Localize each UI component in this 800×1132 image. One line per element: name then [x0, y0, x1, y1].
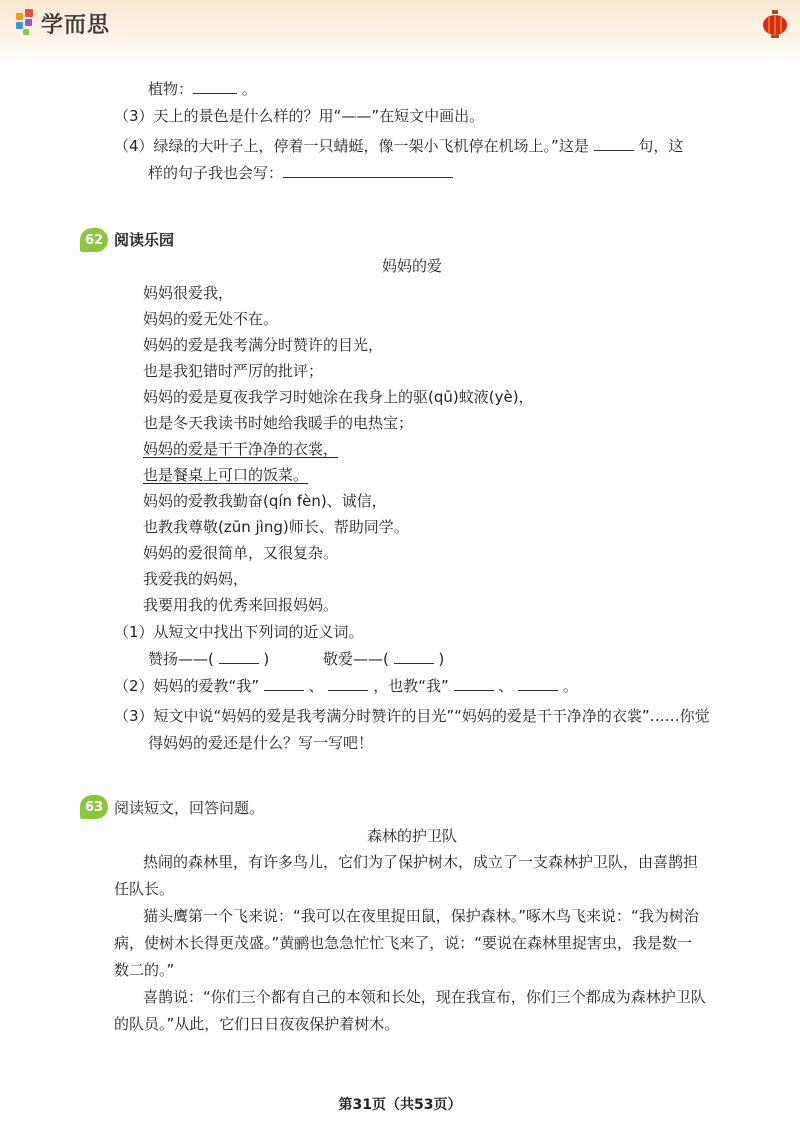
story-text-line: 病，使树木长得更茂盛。”黄鹂也急急忙忙飞来了，说：“要说在森林里捉害虫，我是数一	[114, 934, 693, 952]
logo-text: 学而思	[41, 12, 111, 38]
story-title: 森林的护卫队	[366, 827, 457, 845]
poem-line: 妈妈很爱我，	[143, 284, 234, 302]
question-1: （1）从短文中找出下列词的近义词。	[114, 623, 364, 641]
poem-line-underlined: 妈妈的爱是干干净净的衣裳，	[143, 440, 339, 458]
question-3: （3）天上的景色是什么样的？用“——”在短文中画出。	[114, 107, 485, 125]
poem-line: 也是我犯错时严厉的批评；	[143, 362, 324, 380]
story-text-line: 猫头鹰第一个飞来说：“我可以在夜里捉田鼠，保护森林。”啄木鸟飞来说：“我为树治	[143, 907, 699, 925]
section-62-badge: 62	[80, 228, 108, 252]
poem-line: 妈妈的爱是我考满分时赞许的目光，	[143, 336, 384, 354]
poem-line: 妈妈的爱是夏夜我学习时她涂在我身上的驱(qū)蚊液(yè)，	[143, 388, 534, 406]
page-header	[0, 0, 800, 62]
poem-line: 妈妈的爱无处不在。	[143, 310, 279, 328]
question-4-continued: 样的句子我也会写：	[148, 163, 453, 183]
answer-blank[interactable]	[283, 163, 453, 178]
lantern-icon	[762, 10, 788, 40]
poem-line: 也是冬天我读书时她给我暖手的电热宝；	[143, 414, 414, 432]
poem-line-underlined: 也是餐桌上可口的饭菜。	[143, 466, 309, 484]
plant-blank-line: 植物： 。	[148, 80, 257, 98]
story-text-line: 任队长。	[114, 880, 175, 898]
answer-blank[interactable]	[219, 649, 259, 664]
poem-line: 也教我尊敬(zūn jìng)师长、帮助同学。	[143, 518, 409, 536]
answer-blank[interactable]	[594, 136, 634, 151]
poem-line: 我要用我的优秀来回报妈妈。	[143, 596, 339, 614]
story-text-line: 热闹的森林里，有许多鸟儿，它们为了保护树木，成立了一支森林护卫队，由喜鹊担	[143, 853, 699, 871]
story-text-line: 的队员。”从此，它们日日夜夜保护着树木。	[114, 1015, 400, 1033]
answer-blank[interactable]	[193, 79, 237, 94]
question-3-line1: （3）短文中说“妈妈的爱是我考满分时赞许的目光”“妈妈的爱是干干净净的衣裳”……你觉	[114, 707, 710, 725]
answer-blank[interactable]	[454, 676, 494, 691]
poem-title: 妈妈的爱	[381, 257, 442, 275]
page-footer: 第31页（共53页）	[338, 1097, 462, 1113]
answer-blank[interactable]	[394, 649, 434, 664]
question-2: （2）妈妈的爱教“我” 、 ，也教“我” 、 。	[114, 677, 578, 695]
question-3-line2: 得妈妈的爱还是什么？写一写吧！	[148, 734, 374, 752]
story-text-line: 数二的。”	[114, 961, 175, 979]
answer-blank[interactable]	[264, 676, 304, 691]
answer-blank[interactable]	[518, 676, 558, 691]
poem-line: 妈妈的爱教我勤奋(qín fèn)、诚信，	[143, 492, 387, 510]
section-62-title: 阅读乐园	[114, 231, 175, 249]
question-4: （4）绿绿的大叶子上，停着一只蜻蜓，像一架小飞机停在机场上。”这是 句，这	[114, 137, 684, 155]
answer-blank[interactable]	[328, 676, 368, 691]
logo-mark-icon	[14, 9, 38, 37]
question-1-item-b: 敬爱——( )	[323, 650, 445, 668]
section-63-title: 阅读短文，回答问题。	[114, 799, 265, 817]
brand-logo	[14, 8, 110, 38]
poem-line: 我爱我的妈妈，	[143, 570, 249, 588]
poem-line: 妈妈的爱很简单，又很复杂。	[143, 544, 339, 562]
story-text-line: 喜鹊说：“你们三个都有自己的本领和长处，现在我宣布，你们三个都成为森林护卫队	[143, 988, 706, 1006]
question-1-item-a: 赞扬——( )	[148, 650, 270, 668]
section-63-badge: 63	[80, 795, 108, 819]
